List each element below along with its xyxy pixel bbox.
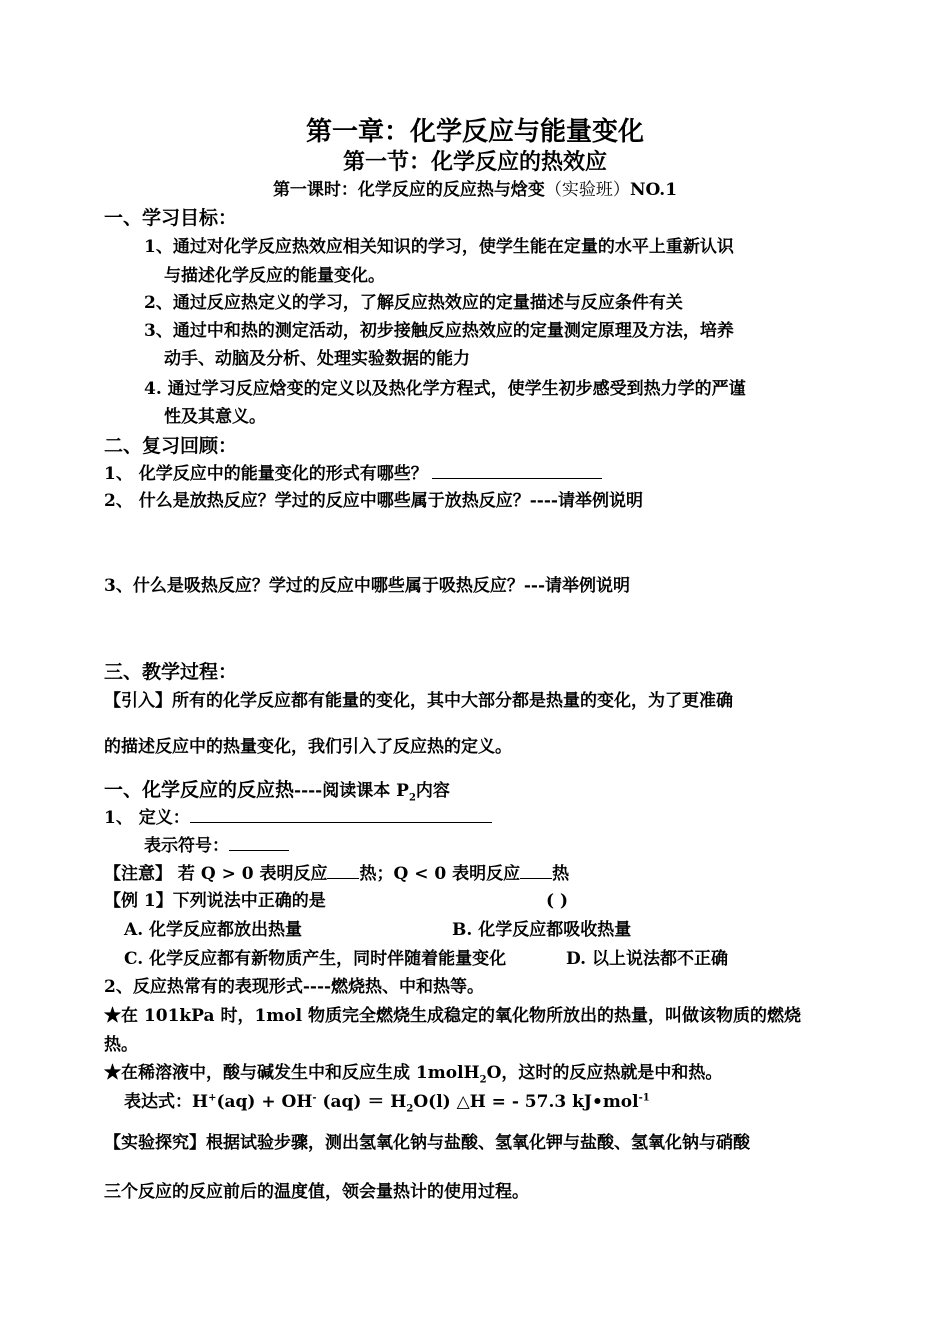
review-question-1: 1、 化学反应中的能量变化的形式有哪些？ [104,462,602,485]
objective-item: 4. 通过学习反应焓变的定义以及热化学方程式，使学生初步感受到热力学的严谨 [144,379,746,399]
endo-blank[interactable] [520,862,552,879]
objective-item: 性及其意义。 [164,407,266,427]
combustion-def: ★在 101kPa 时，1mol 物质完全燃烧生成稳定的氧化物所放出的热量，叫做该物质的燃烧 [104,1006,801,1026]
objective-item: 与描述化学反应的能量变化。 [164,266,385,286]
option-c: C. 化学反应都有新物质产生，同时伴随着能量变化 [124,949,507,969]
expression-line: 表达式：H+(aq) + OH- $(aq) = H_2O(l)$ △H = - 57.3 kJ•mol$^{-1}$ [124,1092,650,1115]
objective-item: 2、通过反应热定义的学习，了解反应热效应的定量描述与反应条件有关 [144,293,683,313]
section-title: 第一节：化学反应的热效应 [342,149,607,175]
lesson-number: NO.1 [629,180,678,200]
option-b: B. 化学反应都吸收热量 [452,920,632,940]
objective-item: 1、通过对化学反应热效应相关知识的学习，使学生能在定量的水平上重新认识 [144,237,734,257]
combustion-def-cont: 热。 [104,1035,138,1055]
objective-item: 动手、动脑及分析、处理实验数据的能力 [164,349,470,369]
option-d: D. 以上说法都不正确 [566,949,728,969]
definition-blank[interactable] [190,806,492,823]
exo-blank[interactable] [327,862,359,879]
definition-line: 1、 定义： [104,806,492,829]
symbol-blank[interactable] [229,834,289,851]
example-1-label: 【例 1】下列说法中正确的是 [104,891,326,911]
reaction-heat-heading: 一、化学反应的反应热----阅读课本 $P_2$内容 [104,779,450,804]
experiment-line: 三个反应的反应前后的温度值，领会量热计的使用过程。 [104,1182,529,1202]
answer-blank[interactable] [432,462,602,479]
lesson-title [0,179,950,201]
process-heading: 三、教学过程： [104,661,238,683]
intro-line: 【引入】所有的化学反应都有能量的变化，其中大部分都是热量的变化，为了更准确 [104,691,733,711]
option-a: A. 化学反应都放出热量 [124,920,303,940]
neutralization-def: ★在稀溶液中，酸与碱发生中和反应生成 1molH$_2$O，这时的反应热就是中和热。 [104,1063,723,1086]
lesson-title-main: 第一课时：化学反应的反应热与焓变 [272,180,545,200]
review-heading: 二、复习回顾： [104,435,238,457]
symbol-line: 表示符号： [144,834,289,857]
review-question-3: 3、什么是吸热反应？学过的反应中哪些属于吸热反应？---请举例说明 [104,576,630,596]
objective-item: 3、通过中和热的测定活动，初步接触反应热效应的定量测定原理及方法，培养 [144,321,734,341]
experiment-line: 【实验探究】根据试验步骤，测出氢氧化钠与盐酸、氢氧化钾与盐酸、氢氧化钠与硝酸 [104,1133,750,1153]
objectives-heading: 一、学习目标： [104,207,238,229]
lesson-title-paren: （实验班） [544,180,630,200]
forms-line: 2、反应热常有的表现形式----燃烧热、中和热等。 [104,977,485,997]
intro-line: 的描述反应中的热量变化，我们引入了反应热的定义。 [104,737,512,757]
chapter-title: 第一章：化学反应与能量变化 [305,117,644,147]
note-line: 【注意】 若 Q > 0 表明反应 热；Q < 0 表明反应 热 [104,864,570,884]
review-question-2: 2、 什么是放热反应？学过的反应中哪些属于放热反应？----请举例说明 [104,491,643,511]
example-1-answer-paren[interactable]: ( ) [546,891,569,911]
